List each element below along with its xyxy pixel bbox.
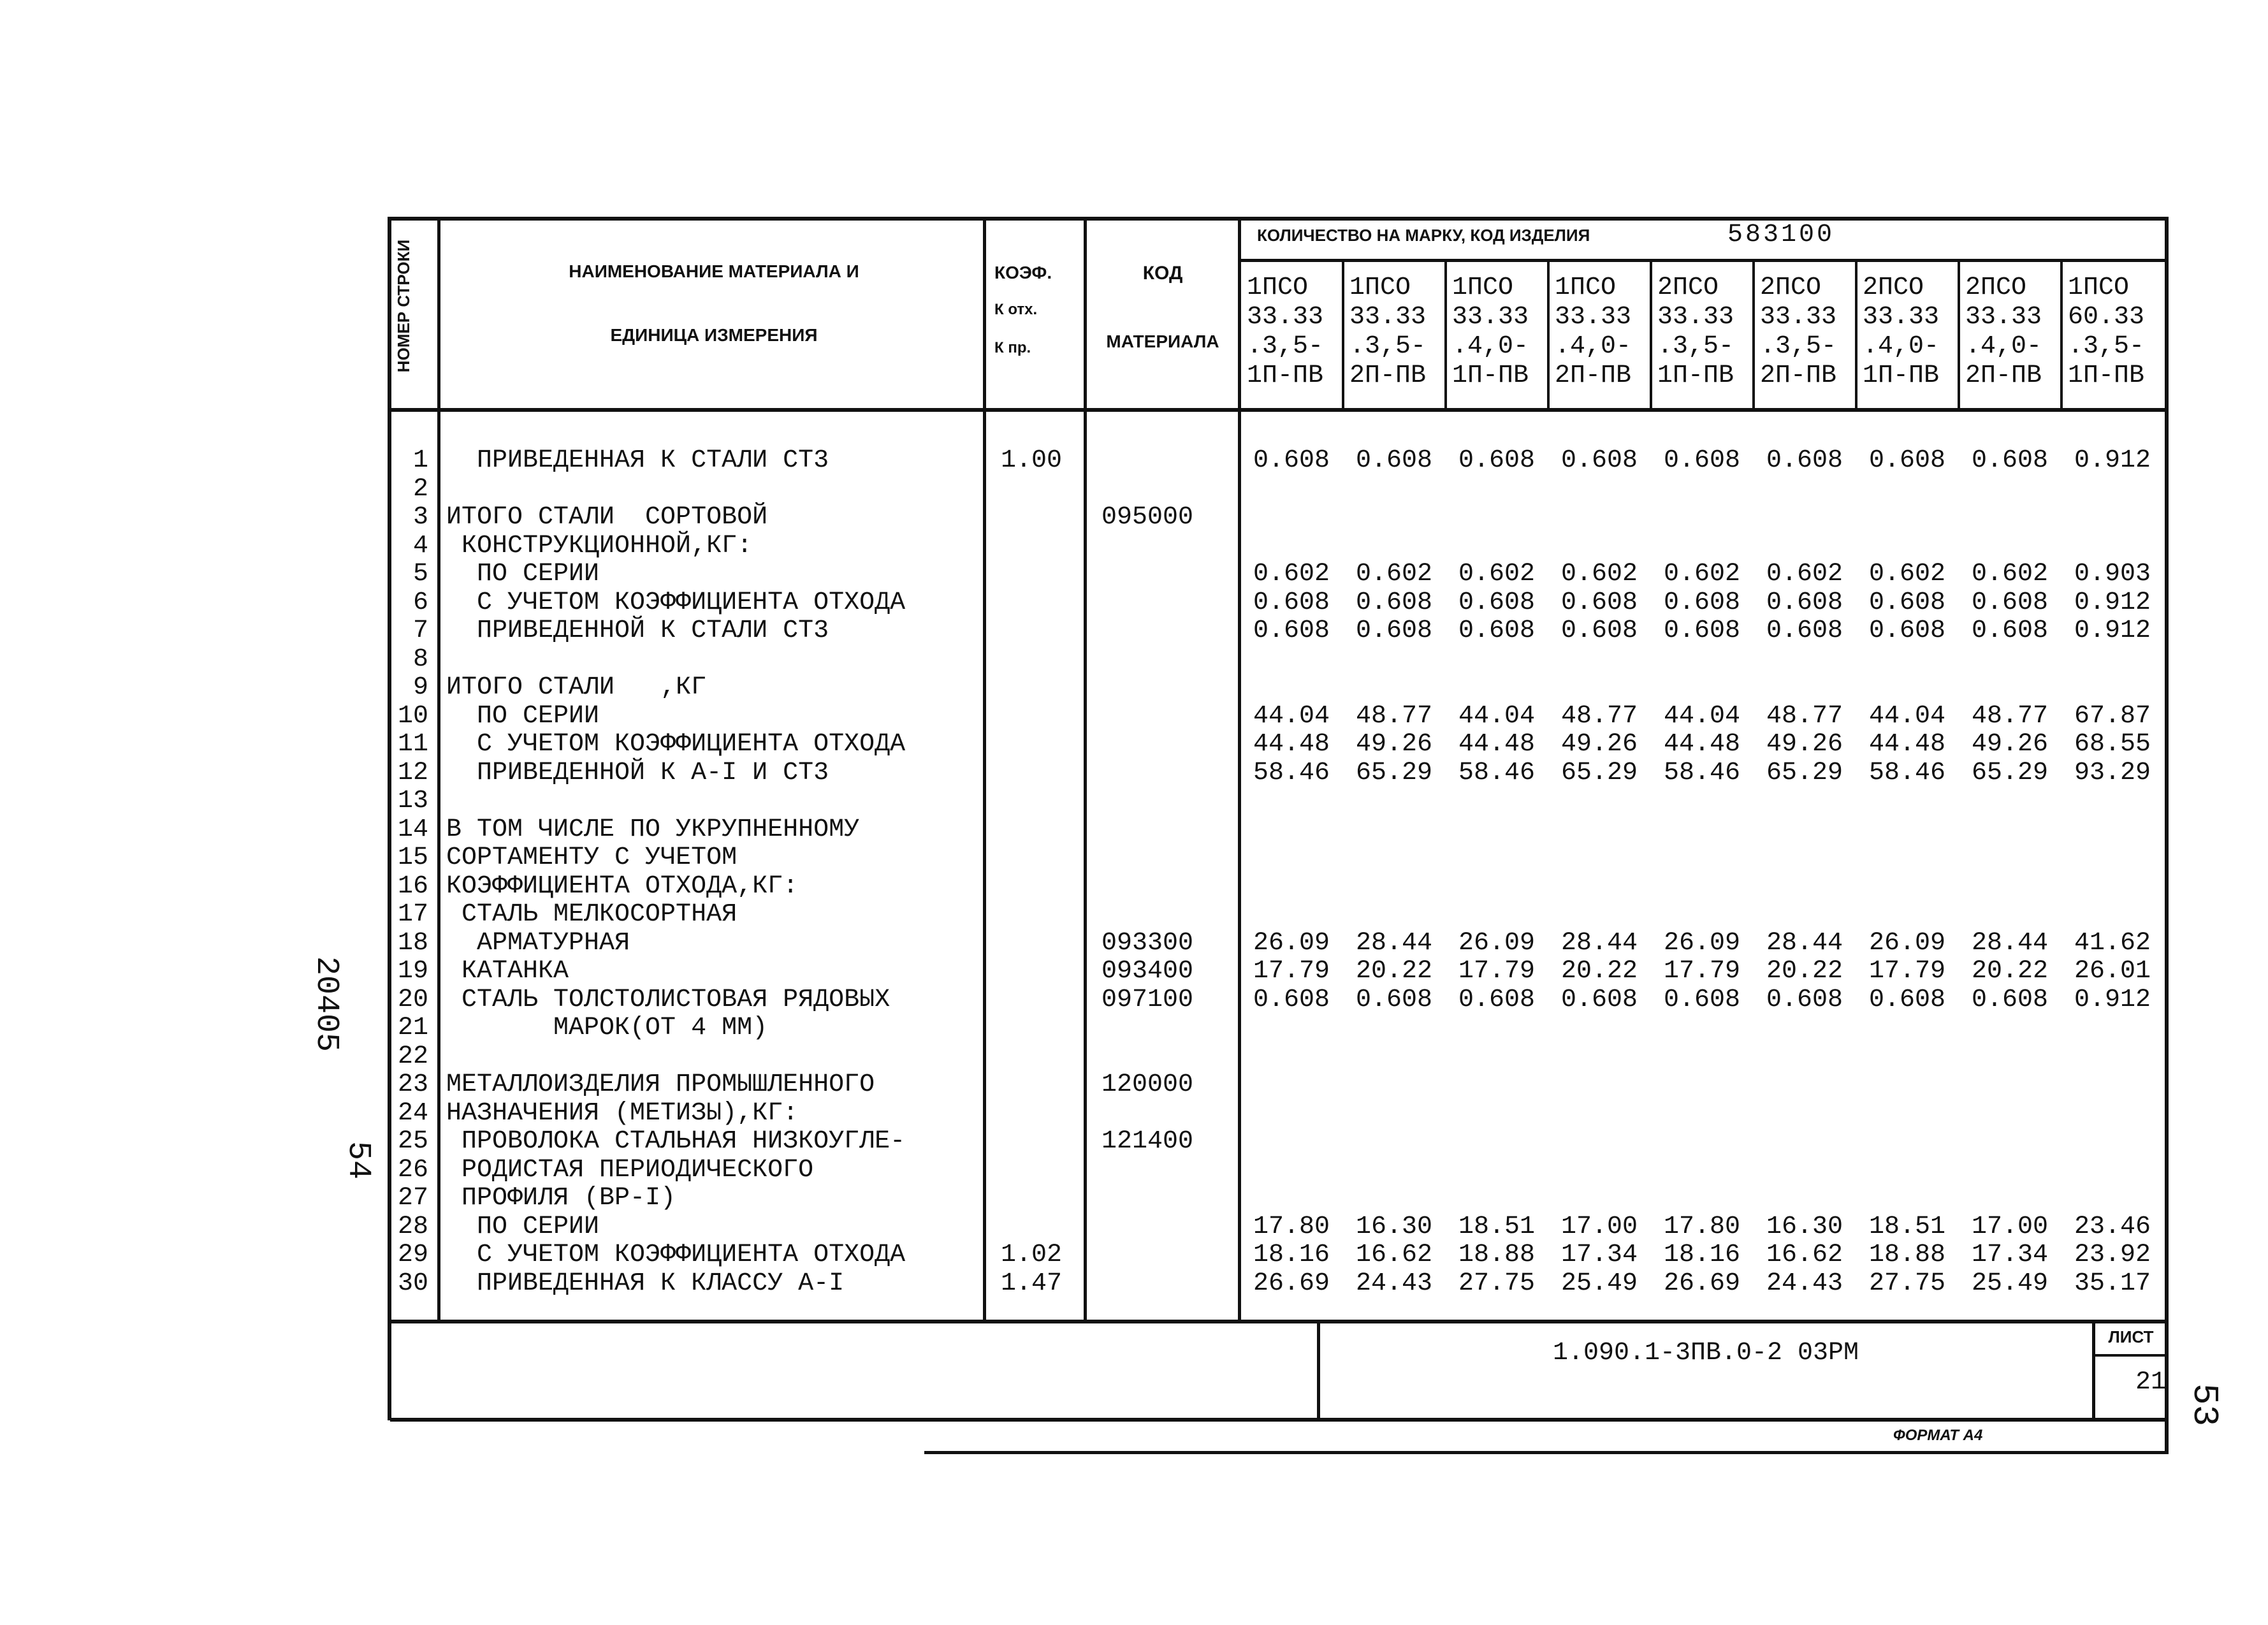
row-value: 0.608 <box>1458 616 1536 645</box>
row-value: 27.75 <box>1458 1269 1536 1298</box>
doc-code: 1.090.1-3ПВ.0-2 03РМ <box>1552 1339 1859 1367</box>
product-col-header-line: .3,5- <box>1760 332 1837 361</box>
row-value: 28.44 <box>1971 928 2049 958</box>
product-col-header-line: 2П-ПВ <box>1760 361 1837 390</box>
row-value: 26.69 <box>1663 1269 1741 1298</box>
row-value: 17.00 <box>1971 1212 2049 1241</box>
row-value: 0.608 <box>1766 985 1843 1014</box>
row-value: 48.77 <box>1560 701 1638 731</box>
row-name: КОНСТРУКЦИОННОЙ,КГ: <box>446 531 753 560</box>
row-number: 26 <box>397 1155 428 1184</box>
row-name: С УЧЕТОМ КОЭФФИЦИЕНТА ОТХОДА <box>446 588 906 617</box>
row-value: 0.602 <box>1458 560 1536 588</box>
row-value: 0.602 <box>1663 560 1741 588</box>
row-value: 48.77 <box>1971 701 2049 731</box>
row-name: КАТАНКА <box>446 957 569 986</box>
row-number: 8 <box>412 645 428 674</box>
product-col-header-line: .4,0- <box>1555 332 1632 361</box>
row-number: 2 <box>412 474 428 504</box>
row-value: 44.04 <box>1458 701 1536 731</box>
row-value: 0.608 <box>1766 616 1843 645</box>
row-value: 65.29 <box>1560 758 1638 787</box>
row-value: 0.608 <box>1766 588 1843 617</box>
row-value: 0.608 <box>1868 616 1946 645</box>
product-col-header-line: 33.33 <box>1555 303 1632 332</box>
row-name: ПРОВОЛОКА СТАЛЬНАЯ НИЗКОУГЛЕ- <box>446 1127 906 1156</box>
row-value: 0.608 <box>1355 616 1433 645</box>
row-value: 18.51 <box>1868 1212 1946 1241</box>
row-number: 17 <box>397 900 428 929</box>
format-label: ФОРМАТ А4 <box>1893 1427 1983 1444</box>
row-number: 24 <box>397 1098 428 1128</box>
sheet-label: ЛИСТ <box>2108 1327 2154 1346</box>
product-col-header-line: 1ПСО <box>1452 273 1514 302</box>
row-name: С УЧЕТОМ КОЭФФИЦИЕНТА ОТХОДА <box>446 730 906 759</box>
row-number: 4 <box>412 531 428 560</box>
row-name: ПРИВЕДЕННАЯ К КЛАССУ А-I <box>446 1269 845 1298</box>
row-number: 20 <box>397 985 428 1014</box>
row-value: 26.01 <box>2074 957 2151 986</box>
row-value: 17.79 <box>1868 957 1946 986</box>
product-col-divider <box>1958 261 1960 412</box>
name-label-line1: НАИМЕНОВАНИЕ МАТЕРИАЛА И <box>569 261 859 281</box>
row-value: 0.608 <box>1355 985 1433 1014</box>
row-name: МАРОК(ОТ 4 ММ) <box>446 1014 768 1042</box>
row-coef: 1.47 <box>1000 1269 1062 1298</box>
row-number: 19 <box>397 957 428 986</box>
row-value: 23.46 <box>2074 1212 2151 1241</box>
coef-label-line3: К пр. <box>994 339 1031 356</box>
row-value: 0.608 <box>1253 588 1330 617</box>
product-col-header-line: 2П-ПВ <box>1349 361 1427 390</box>
row-value: 49.26 <box>1560 730 1638 759</box>
product-col-header-line: 33.33 <box>1247 303 1324 332</box>
product-col-header-line: 60.33 <box>2068 303 2145 332</box>
row-value: 0.608 <box>1971 616 2049 645</box>
product-col-divider <box>1752 261 1755 412</box>
row-number: 22 <box>397 1042 428 1071</box>
row-value: 17.00 <box>1560 1212 1638 1241</box>
row-value: 26.09 <box>1868 928 1946 958</box>
row-value: 20.22 <box>1560 957 1638 986</box>
row-name: КОЭФФИЦИЕНТА ОТХОДА,КГ: <box>446 871 799 901</box>
row-value: 0.602 <box>1868 560 1946 588</box>
row-value: 0.602 <box>1355 560 1433 588</box>
row-value: 44.04 <box>1663 701 1741 731</box>
row-code: 120000 <box>1101 1070 1194 1099</box>
row-value: 0.912 <box>2074 985 2151 1014</box>
body-bottom <box>390 1320 2169 1323</box>
product-col-divider <box>2060 261 2063 412</box>
row-value: 28.44 <box>1355 928 1433 958</box>
row-value: 0.903 <box>2074 560 2151 588</box>
row-name: АРМАТУРНАЯ <box>446 928 630 958</box>
product-col-header-line: .3,5- <box>1657 332 1734 361</box>
margin-number-1: 20405 <box>308 956 344 1053</box>
row-value: 18.16 <box>1663 1241 1741 1269</box>
row-value: 26.09 <box>1458 928 1536 958</box>
row-value: 49.26 <box>1971 730 2049 759</box>
row-value: 65.29 <box>1971 758 2049 787</box>
row-value: 0.912 <box>2074 446 2151 475</box>
row-value: 0.608 <box>1560 446 1638 475</box>
row-value: 44.48 <box>1868 730 1946 759</box>
product-col-header-line: 1П-ПВ <box>2068 361 2145 390</box>
row-number: 25 <box>397 1127 428 1156</box>
row-number: 23 <box>397 1070 428 1099</box>
qty-label-bottom <box>1238 259 2169 262</box>
row-number: 21 <box>397 1014 428 1042</box>
row-number: 28 <box>397 1212 428 1241</box>
row-value: 0.608 <box>1458 446 1536 475</box>
row-value: 16.62 <box>1766 1241 1843 1269</box>
row-value: 58.46 <box>1458 758 1536 787</box>
product-col-header-line: 2П-ПВ <box>1555 361 1632 390</box>
row-value: 18.16 <box>1253 1241 1330 1269</box>
row-value: 23.92 <box>2074 1241 2151 1269</box>
row-value: 65.29 <box>1766 758 1843 787</box>
product-col-divider <box>1547 261 1550 412</box>
row-number: 13 <box>397 787 428 815</box>
row-value: 0.608 <box>1868 985 1946 1014</box>
row-value: 27.75 <box>1868 1269 1946 1298</box>
row-code: 093400 <box>1101 957 1194 986</box>
row-value: 0.912 <box>2074 616 2151 645</box>
row-number: 3 <box>412 503 428 532</box>
row-value: 44.04 <box>1253 701 1330 731</box>
row-value: 0.602 <box>1560 560 1638 588</box>
product-col-header-line: 1П-ПВ <box>1452 361 1529 390</box>
footer-div-1 <box>1317 1320 1320 1420</box>
product-col-header-line: .3,5- <box>2068 332 2145 361</box>
row-value: 17.80 <box>1663 1212 1741 1241</box>
margin-number-2: 54 <box>340 1141 376 1180</box>
quantity-label: КОЛИЧЕСТВО НА МАРКУ, КОД ИЗДЕЛИЯ <box>1257 226 1590 245</box>
row-value: 24.43 <box>1355 1269 1433 1298</box>
row-number: 15 <box>397 843 428 872</box>
row-value: 0.608 <box>1766 446 1843 475</box>
row-number: 9 <box>412 673 428 702</box>
row-name: СТАЛЬ МЕЛКОСОРТНАЯ <box>446 900 738 929</box>
col-div-rownum <box>437 217 440 1322</box>
row-value: 20.22 <box>1971 957 2049 986</box>
product-col-header-line: .4,0- <box>1863 332 1940 361</box>
row-value: 44.48 <box>1663 730 1741 759</box>
row-value: 48.77 <box>1355 701 1433 731</box>
row-name: ПО СЕРИИ <box>446 560 600 588</box>
row-value: 18.88 <box>1868 1241 1946 1269</box>
row-number: 30 <box>397 1269 428 1298</box>
row-name: НАЗНАЧЕНИЯ (МЕТИЗЫ),КГ: <box>446 1098 799 1128</box>
row-number: 7 <box>412 616 428 645</box>
row-name: СТАЛЬ ТОЛСТОЛИСТОВАЯ РЯДОВЫХ <box>446 985 890 1014</box>
row-value: 16.30 <box>1355 1212 1433 1241</box>
product-col-header-line: .4,0- <box>1965 332 2042 361</box>
row-value: 0.608 <box>1458 588 1536 617</box>
row-value: 0.608 <box>1458 985 1536 1014</box>
row-value: 0.608 <box>1560 985 1638 1014</box>
row-name: В ТОМ ЧИСЛЕ ПО УКРУПНЕННОМУ <box>446 815 860 844</box>
row-value: 0.608 <box>1663 446 1741 475</box>
row-value: 0.608 <box>1663 985 1741 1014</box>
row-value: 25.49 <box>1560 1269 1638 1298</box>
row-value: 20.22 <box>1766 957 1843 986</box>
row-value: 58.46 <box>1253 758 1330 787</box>
row-code: 095000 <box>1101 503 1194 532</box>
row-value: 67.87 <box>2074 701 2151 731</box>
row-value: 0.608 <box>1868 446 1946 475</box>
row-value: 0.912 <box>2074 588 2151 617</box>
row-value: 44.48 <box>1253 730 1330 759</box>
footer-sheet-div <box>2092 1354 2169 1357</box>
row-value: 26.69 <box>1253 1269 1330 1298</box>
row-value: 0.608 <box>1253 985 1330 1014</box>
row-value: 58.46 <box>1663 758 1741 787</box>
row-value: 16.62 <box>1355 1241 1433 1269</box>
product-col-divider <box>1342 261 1344 412</box>
row-value: 0.608 <box>1560 588 1638 617</box>
row-value: 41.62 <box>2074 928 2151 958</box>
row-value: 0.608 <box>1560 616 1638 645</box>
row-name: ПО СЕРИИ <box>446 1212 600 1241</box>
row-name: МЕТАЛЛОИЗДЕЛИЯ ПРОМЫШЛЕННОГО <box>446 1070 875 1099</box>
row-number: 16 <box>397 871 428 901</box>
row-value: 0.608 <box>1663 588 1741 617</box>
frame-top <box>390 217 2169 221</box>
row-value: 0.608 <box>1663 616 1741 645</box>
row-code: 097100 <box>1101 985 1194 1014</box>
row-value: 0.608 <box>1971 588 2049 617</box>
product-col-header-line: .3,5- <box>1247 332 1324 361</box>
product-col-header-line: 2ПСО <box>1760 273 1822 302</box>
product-col-divider <box>1650 261 1652 412</box>
product-col-header-line: .3,5- <box>1349 332 1427 361</box>
product-col-header-line: 33.33 <box>1452 303 1529 332</box>
margin-number-3: 53 <box>2184 1383 2225 1427</box>
code-label-line1: КОД <box>1142 263 1183 284</box>
col-div-code <box>1238 217 1241 1322</box>
row-value: 49.26 <box>1766 730 1843 759</box>
row-value: 49.26 <box>1355 730 1433 759</box>
row-value: 0.608 <box>1355 446 1433 475</box>
sheet-number: 21 <box>2135 1368 2166 1397</box>
row-number: 11 <box>397 730 428 759</box>
row-name: ИТОГО СТАЛИ СОРТОВОЙ <box>446 503 768 532</box>
row-name: СОРТАМЕНТУ С УЧЕТОМ <box>446 843 738 872</box>
row-value: 0.608 <box>1253 616 1330 645</box>
product-col-header-line: 2ПСО <box>1965 273 2027 302</box>
row-value: 44.48 <box>1458 730 1536 759</box>
row-number: 27 <box>397 1184 428 1213</box>
row-value: 93.29 <box>2074 758 2151 787</box>
row-value: 17.79 <box>1253 957 1330 986</box>
product-col-header-line: 2ПСО <box>1657 273 1719 302</box>
row-name: ПРОФИЛЯ (ВР-I) <box>446 1184 676 1213</box>
row-name: ПО СЕРИИ <box>446 701 600 731</box>
row-name: ПРИВЕДЕННАЯ К СТАЛИ СТ3 <box>446 446 829 475</box>
row-value: 0.602 <box>1971 560 2049 588</box>
row-value: 18.88 <box>1458 1241 1536 1269</box>
row-number: 10 <box>397 701 428 731</box>
row-value: 18.51 <box>1458 1212 1536 1241</box>
product-col-header-line: .4,0- <box>1452 332 1529 361</box>
row-number: 1 <box>412 446 428 475</box>
product-col-divider <box>1444 261 1447 412</box>
row-name: ПРИВЕДЕННОЙ К А-I И СТ3 <box>446 758 829 787</box>
row-value: 17.34 <box>1971 1241 2049 1269</box>
product-col-header-line: 1ПСО <box>1349 273 1411 302</box>
frame-bottom <box>390 1418 2169 1422</box>
product-col-header-line: 1ПСО <box>1555 273 1617 302</box>
row-number-label: НОМЕР СТРОКИ <box>394 239 413 373</box>
row-value: 35.17 <box>2074 1269 2151 1298</box>
row-name: С УЧЕТОМ КОЭФФИЦИЕНТА ОТХОДА <box>446 1241 906 1269</box>
col-div-coef <box>1084 217 1087 1322</box>
row-value: 0.608 <box>1971 985 2049 1014</box>
product-col-divider <box>1855 261 1857 412</box>
product-col-header-line: 1ПСО <box>2068 273 2130 302</box>
row-value: 58.46 <box>1868 758 1946 787</box>
row-number: 14 <box>397 815 428 844</box>
row-value: 68.55 <box>2074 730 2151 759</box>
row-value: 24.43 <box>1766 1269 1843 1298</box>
footer-div-2 <box>2092 1320 2095 1420</box>
row-number: 5 <box>412 560 428 588</box>
row-value: 48.77 <box>1766 701 1843 731</box>
frame-right <box>2165 217 2169 1454</box>
row-value: 65.29 <box>1355 758 1433 787</box>
product-col-header-line: 33.33 <box>1760 303 1837 332</box>
coef-label-line1: КОЭФ. <box>994 263 1052 282</box>
product-col-header-line: 1П-ПВ <box>1247 361 1324 390</box>
header-bottom <box>390 408 2169 412</box>
row-value: 17.34 <box>1560 1241 1638 1269</box>
row-value: 17.79 <box>1663 957 1741 986</box>
product-code: 583100 <box>1727 221 1835 249</box>
row-coef: 1.02 <box>1000 1241 1062 1269</box>
row-value: 20.22 <box>1355 957 1433 986</box>
row-name: РОДИСТАЯ ПЕРИОДИЧЕСКОГО <box>446 1155 814 1184</box>
row-number: 6 <box>412 588 428 617</box>
row-value: 28.44 <box>1560 928 1638 958</box>
row-number: 18 <box>397 928 428 958</box>
row-number: 12 <box>397 758 428 787</box>
row-value: 26.09 <box>1253 928 1330 958</box>
format-line <box>924 1451 2169 1454</box>
product-col-header-line: 33.33 <box>1349 303 1427 332</box>
row-value: 26.09 <box>1663 928 1741 958</box>
row-value: 17.79 <box>1458 957 1536 986</box>
coef-label-line2: К отх. <box>994 301 1038 318</box>
row-value: 16.30 <box>1766 1212 1843 1241</box>
product-col-header-line: 2П-ПВ <box>1965 361 2042 390</box>
row-value: 0.602 <box>1766 560 1843 588</box>
row-value: 17.80 <box>1253 1212 1330 1241</box>
product-col-header-line: 1П-ПВ <box>1657 361 1734 390</box>
row-code: 121400 <box>1101 1127 1194 1156</box>
product-col-header-line: 2ПСО <box>1863 273 1924 302</box>
row-value: 44.04 <box>1868 701 1946 731</box>
name-label-line2: ЕДИНИЦА ИЗМЕРЕНИЯ <box>610 325 818 345</box>
row-value: 28.44 <box>1766 928 1843 958</box>
product-col-header-line: 1П-ПВ <box>1863 361 1940 390</box>
row-value: 0.608 <box>1355 588 1433 617</box>
product-col-header-line: 33.33 <box>1657 303 1734 332</box>
row-coef: 1.00 <box>1000 446 1062 475</box>
product-col-header-line: 33.33 <box>1863 303 1940 332</box>
row-name: ИТОГО СТАЛИ ,КГ <box>446 673 707 702</box>
row-value: 25.49 <box>1971 1269 2049 1298</box>
row-name: ПРИВЕДЕННОЙ К СТАЛИ СТ3 <box>446 616 829 645</box>
product-col-header-line: 33.33 <box>1965 303 2042 332</box>
row-value: 0.602 <box>1253 560 1330 588</box>
row-value: 0.608 <box>1971 446 2049 475</box>
col-div-name <box>983 217 986 1322</box>
row-value: 0.608 <box>1868 588 1946 617</box>
product-col-header-line: 1ПСО <box>1247 273 1309 302</box>
code-label-line2: МАТЕРИАЛА <box>1106 332 1219 351</box>
row-value: 0.608 <box>1253 446 1330 475</box>
row-number: 29 <box>397 1241 428 1269</box>
row-code: 093300 <box>1101 928 1194 958</box>
